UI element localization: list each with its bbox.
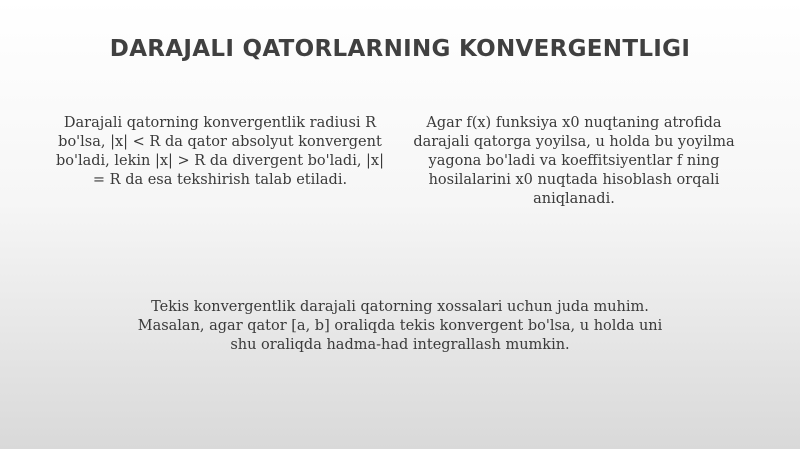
paragraph-convergence-radius: Darajali qatorning konvergentlik radiusi R bo'lsa, |x| < R da qator absolyut konvergent bo'ladi, lekin |x| > R da divergent bo'ladi, |x| = R da esa tekshirish talab etiladi. xyxy=(55,115,384,188)
paragraph-series-expansion: Agar f(x) funksiya x0 nuqtaning atrofida darajali qatorga yoyilsa, u holda bu yoyilma yagona bo'ladi va koeffitsiyentlar f ning hosilalarini x0 nuqtada hisoblash orqali aniqlanadi. xyxy=(413,115,735,207)
paragraph-uniform-convergence: Tekis konvergentlik darajali qatorning xossalari uchun juda muhim. Masalan, agar qator [a, b] oraliqda tekis konvergent bo'lsa, u holda uni shu oraliqda hadma-had integrallash mumkin. xyxy=(137,299,663,353)
slide-title: DARAJALI QATORLARNING KONVERGENTLIGI xyxy=(109,36,691,62)
